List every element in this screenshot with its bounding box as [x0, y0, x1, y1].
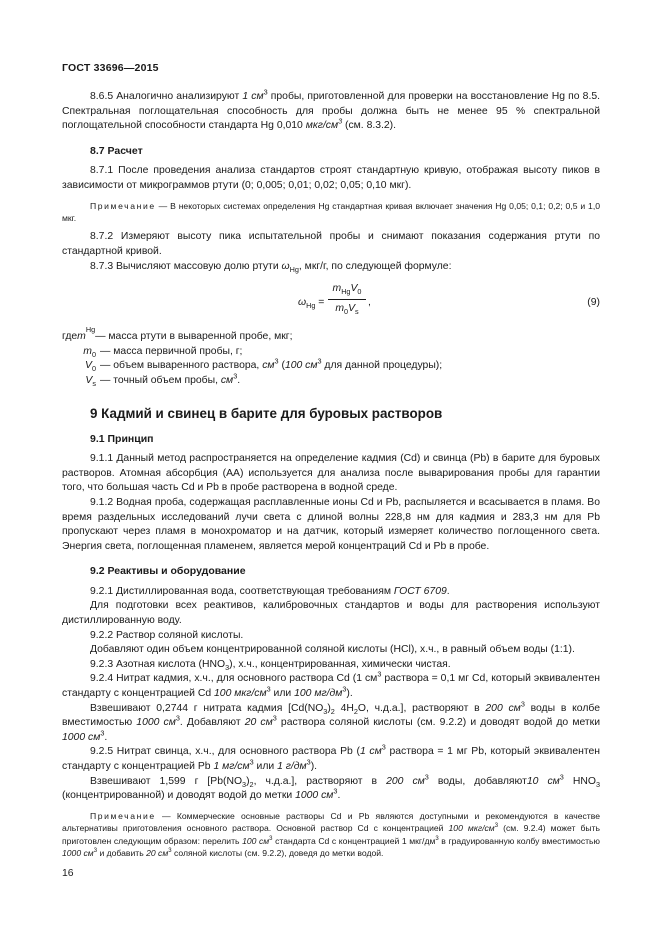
- section-heading-9: 9 Кадмий и свинец в барите для буровых растворов: [90, 405, 443, 421]
- paragraph-8-7-2: 8.7.2 Измеряют высоту пика испытательной пробы и снимают показания содержания ртути по стандартной кривой.: [62, 231, 600, 257]
- section-heading-9-2: 9.2 Реактивы и оборудование: [90, 565, 246, 578]
- where-row: $V_0$ — объем вываренного раствора, $см^3$ (100 $см^3$ для данной процедуры);: [85, 356, 443, 374]
- paragraph-9-2-1: 9.2.1 Дистиллированная вода, соответствующая требованиям ГОСТ 6709.: [90, 585, 450, 597]
- paragraph-8-7-3: 8.7.3 Вычисляют массовую долю ртути $\omega_{Hg}$, мкг/г, по следующей формуле:: [90, 260, 452, 274]
- where-row: где m Hg — масса ртути в вываренной пробе, мкг;: [62, 325, 293, 343]
- paragraph-9-2-5-b: Взвешивают 1,599 г [$Pb(NO_3)_2$, ч.д.а.], растворяют в 200 $см^3$ воды, добавляют10 $см^3$ $HNO_3$ (концентрированной) и доводят водой до метки 1000 $см^3$.: [62, 772, 600, 802]
- paragraph-9-2-5: 9.2.5 Нитрат свинца, х.ч., для основного раствора Pb (1 $см^3$ раствора = 1 мг Pb, который эквивалентен стандарту с концентрацией Pb 1 $мг/см^3$ или 1 $г/дм^3$).: [62, 742, 601, 772]
- formula-denominator: $m_0V_s$: [335, 302, 359, 316]
- where-row: $m_0$ — масса первичной пробы, г;: [83, 345, 243, 359]
- section-heading-9-1: 9.1 Принцип: [90, 432, 154, 445]
- formula-numerator: $m_{Hg}V_0$: [328, 282, 366, 300]
- paragraph-9-1-1: 9.1.1 Данный метод распространяется на определение кадмия (Cd) и свинца (Pb) в барите для буровых растворов. Атомная абсорбция (АА) используется для анализа после выварирования пробы для гарантии того, что большая часть Cd и Pb в пробе растворена в водной среде.: [62, 453, 600, 494]
- section-heading-8-7: 8.7 Расчет: [90, 144, 143, 157]
- paragraph-9-2-2-b: Добавляют один объем концентрированной соляной кислоты (HCl), х.ч., в равный объем воды (1:1).: [90, 644, 575, 656]
- paragraph-9-2-4-b: Взвешивают 0,2744 г нитрата кадмия [$Cd(NO_3)_2$ $4H_2O$, ч.д.а.], растворяют в 200 $см^3$ воды в колбе вместимостью 1000 $см^3$. Добавляют 20 $см^3$ раствора соляной кислоты (см. 9.2.2) и доводят водой до метки 1000 $см^3$.: [62, 699, 601, 743]
- where-list: [62, 325, 600, 389]
- paragraph-8-6-5: 8.6.5 Аналогично анализируют 1 $см^3$ пробы, приготовленной для проверки на восстановление Hg по 8.5. Спектральная поглощательная способность для пробы должна быть не менее 95 % спектральной поглощательной способности стандарта Hg 0,010 мкг/$см^3$ (см. 8.3.2).: [62, 87, 600, 132]
- formula-9: [62, 282, 600, 322]
- formula-comma: ,: [368, 297, 371, 309]
- document-header: ГОСТ 33696—2015: [62, 62, 159, 74]
- where-row: $V_s$ — точный объем пробы, $см^3$.: [85, 371, 241, 389]
- document-body: [62, 87, 601, 865]
- note-1: Примечание — В некоторых системах определения Hg стандартная кривая включает значения Hg 0,05; 0,1; 0,2; 0,5 и 1,0 мкг.: [62, 200, 600, 223]
- page-number: 16: [62, 868, 74, 879]
- paragraph-9-1-2: 9.1.2 Водная проба, содержащая расплавленные ионы Cd и Pb, распыляется и всасывается в пламя. Во время раздельных исследований лучи света с длиной волны 228,8 нм для кадмия и 283,3 нм для Pb пропускают через пламя в монохроматор и на датчик, который измеряет количество поглощенного света. Энергия света, поглощенная пламенем, является мерой концентраций Cd и Pb в пробе.: [62, 496, 600, 552]
- formula-fraction: [328, 282, 366, 316]
- paragraph-9-2-3: 9.2.3 Азотная кислота $(HNO_3)$, х.ч., концентрированная, химически чистая.: [90, 658, 451, 672]
- paragraph-9-2-1-b: Для подготовки всех реактивов, калибровочных стандартов и воды для растворения используют дистиллированную воду.: [62, 600, 600, 627]
- paragraph-9-2-2: 9.2.2 Раствор соляной кислоты.: [90, 629, 244, 641]
- formula-lhs: $\omega_{Hg}$ =: [298, 297, 325, 311]
- paragraph-8-7-1: 8.7.1 После проведения анализа стандартов строят стандартную кривую, отображая высоту пиков в зависимости от микрограммов ртути (0; 0,005; 0,01; 0,02; 0,05; 0,10 мкг).: [62, 165, 600, 191]
- note-2: Примечание — Коммерческие основные растворы Cd и Pb являются доступными и рекомендуются в качестве альтернативы приготовления основного раствора. Основной раствор Cd с концентрацией 100 мкг/$см^3$ (см. 9.2.4) может быть приготовлен следующим образом: перелить 100 $см^3$ стандарта Cd с концентрацией 1 мкг/$дм^3$ в градуированную колбу вместимостью 1000 $см^3$ и добавить 20 $см^3$ соляной кислоты (см. 9.2.2), доведя до метки водой.: [62, 810, 601, 858]
- formula-number: (9): [587, 297, 600, 309]
- paragraph-9-2-4: 9.2.4 Нитрат кадмия, х.ч., для основного раствора Cd (1 $см^3$ раствора = 0,1 мг Cd, который эквивалентен стандарту с концентрацией Cd 100 мкг/$см^3$ или 100 $мг/дм^3$).: [62, 669, 601, 700]
